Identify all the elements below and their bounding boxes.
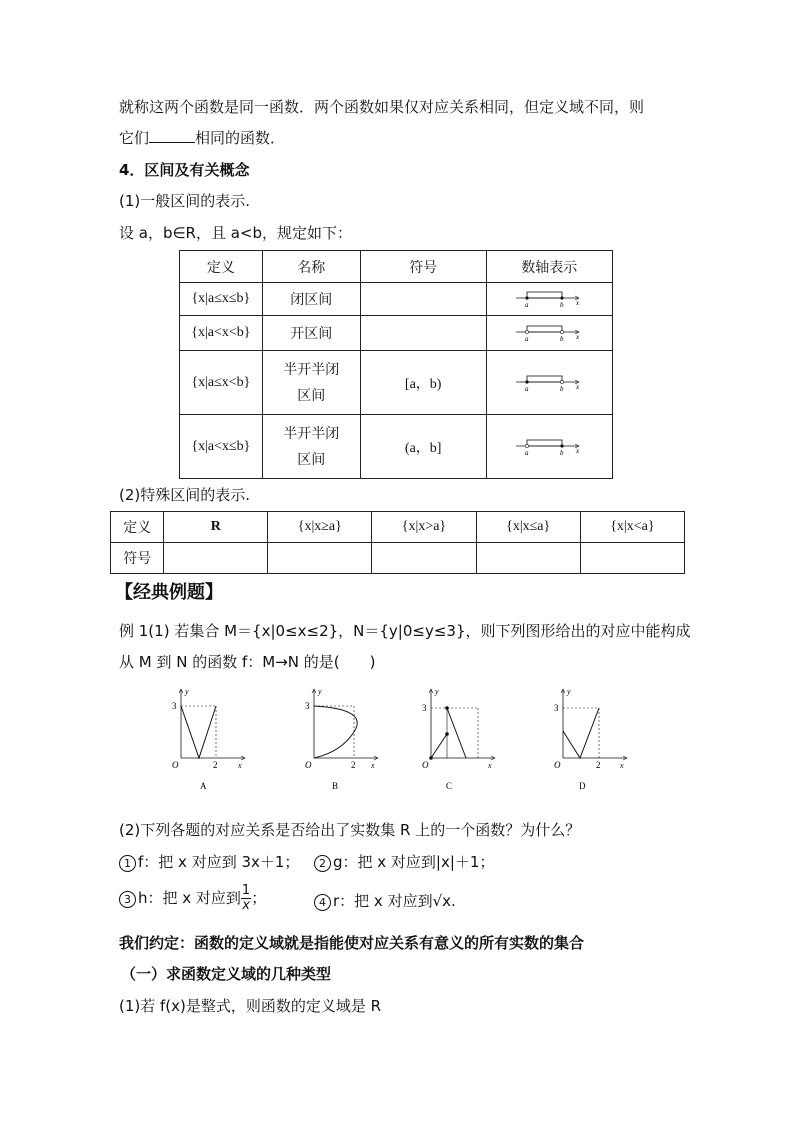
text-fragment: 相同的函数． <box>195 129 286 147</box>
table-header: 数轴表示 <box>486 251 612 283</box>
subsection-label: (1)一般区间的表示. <box>119 192 251 210</box>
graph-label: A <box>200 781 207 791</box>
mapping-item-3 <box>119 884 266 913</box>
special-interval-table <box>110 511 685 574</box>
table-cell <box>476 543 580 574</box>
origin-label: O <box>172 760 179 770</box>
examples-heading: 【经典例题】 <box>115 582 223 603</box>
table-header: 符号 <box>360 251 486 283</box>
axis-a-label: a <box>525 384 529 393</box>
table-cell <box>360 283 486 316</box>
x-tick-2: 2 <box>213 760 218 770</box>
x-axis-label: x <box>238 761 242 770</box>
axis-b-label: b <box>560 335 564 343</box>
row-label: 定义 <box>111 512 164 543</box>
y-axis-label: y <box>567 687 571 696</box>
graph-label: C <box>446 781 453 791</box>
fill-in-blank <box>149 128 195 143</box>
table-cell <box>262 415 360 479</box>
mapping-text: f：把 x 对应到 3x＋1； <box>138 853 300 871</box>
axis-a-label: a <box>525 448 529 457</box>
number-line-half-open-left <box>514 437 584 457</box>
axis-x-label: x <box>576 382 580 391</box>
intro-text: 设 a，b∈R，且 a<b，规定如下： <box>119 224 353 242</box>
axis-x-label: x <box>576 333 580 341</box>
table-cell: {x|a≤x≤b} <box>180 283 263 316</box>
table-cell: [a，b) <box>360 351 486 415</box>
table-cell <box>372 543 476 574</box>
interval-table <box>179 250 613 479</box>
table-cell: (a，b] <box>360 415 486 479</box>
graph-label: D <box>579 781 586 791</box>
subsection-title: （一）求函数定义域的几种类型 <box>121 965 332 983</box>
axis-x-label: x <box>576 446 580 455</box>
graph-c <box>416 686 501 794</box>
y-axis-label: y <box>318 687 322 696</box>
graph-d <box>548 686 633 794</box>
number-line-cell <box>486 415 612 479</box>
table-cell: {x|x<a} <box>580 512 684 543</box>
number-line-cell <box>486 316 612 351</box>
item-number: 2 <box>314 855 331 872</box>
y-axis-label: y <box>435 687 439 696</box>
number-line-half-open-right <box>514 373 584 393</box>
name-line: 半开半闭 <box>283 361 340 378</box>
mapping-text: r：把 x 对应到√x. <box>333 892 456 910</box>
item-number: 1 <box>119 855 136 872</box>
table-cell: {x|a<x<b} <box>180 316 263 351</box>
table-cell <box>360 316 486 351</box>
axis-b-label: b <box>560 448 564 457</box>
row-label: 符号 <box>111 543 164 574</box>
graph-a <box>166 686 251 794</box>
paragraph-line <box>119 127 285 148</box>
x-tick-2: 2 <box>351 760 356 770</box>
text-fragment: 它们 <box>119 129 150 147</box>
axis-a-label: a <box>525 301 529 309</box>
item-number: 4 <box>314 894 331 911</box>
table-cell: R <box>164 512 268 543</box>
paragraph-line: 就称这两个函数是同一函数．两个函数如果仅对应关系相同，但定义域不同，则 <box>119 98 645 116</box>
fraction-numerator: 1 <box>241 883 251 898</box>
table-cell: {x|a≤x<b} <box>180 351 263 415</box>
mapping-item-1 <box>119 851 299 872</box>
convention-statement: 我们约定：函数的定义域就是指能使对应关系有意义的所有实数的集合 <box>119 934 585 952</box>
name-line: 区间 <box>297 387 326 404</box>
name-line: 区间 <box>297 451 326 468</box>
graph-label: B <box>332 781 339 791</box>
fraction-denominator: x <box>242 898 250 913</box>
mapping-text: h：把 x 对应到 <box>138 889 241 907</box>
rule-line: (1)若 f(x)是整式，则函数的定义域是 R <box>119 997 382 1015</box>
table-cell <box>164 543 268 574</box>
x-tick-2: 2 <box>596 760 601 770</box>
table-cell: {x|x≥a} <box>268 512 372 543</box>
y-tick-3: 3 <box>172 701 177 711</box>
mapping-text: g：把 x 对应到|x|＋1； <box>333 853 495 871</box>
axis-b-label: b <box>560 301 564 309</box>
number-line-cell <box>486 351 612 415</box>
y-tick-3: 3 <box>305 701 310 711</box>
x-axis-label: x <box>620 761 624 770</box>
number-line-cell <box>486 283 612 316</box>
table-cell <box>268 543 372 574</box>
axis-a-label: a <box>525 335 529 343</box>
table-header: 定义 <box>180 251 263 283</box>
table-cell: 开区间 <box>262 316 360 351</box>
example-line: 例 1(1) 若集合 M＝{x|0≤x≤2}，N＝{y|0≤y≤3}，则下列图形给出的对应中能构成 <box>119 622 691 640</box>
y-axis-label: y <box>185 687 189 696</box>
graph-b <box>299 686 384 794</box>
fraction-one-over-x <box>241 884 251 913</box>
example-line: 从 M 到 N 的函数 f：M→N 的是( ) <box>119 653 376 671</box>
table-header: 名称 <box>262 251 360 283</box>
x-axis-label: x <box>371 761 375 770</box>
number-line-open <box>514 323 584 343</box>
table-cell: 闭区间 <box>262 283 360 316</box>
example-line: (2)下列各题的对应关系是否给出了实数集 R 上的一个函数？为什么？ <box>119 821 581 839</box>
number-line-closed <box>514 289 584 309</box>
subsection-label: (2)特殊区间的表示. <box>119 486 251 504</box>
axis-x-label: x <box>576 299 580 307</box>
axis-b-label: b <box>560 384 564 393</box>
y-tick-3: 3 <box>554 703 559 713</box>
origin-label: O <box>305 760 312 770</box>
table-cell <box>262 351 360 415</box>
name-line: 半开半闭 <box>283 425 340 442</box>
table-cell: {x|a<x≤b} <box>180 415 263 479</box>
y-tick-3: 3 <box>422 703 427 713</box>
section-title: 4．区间及有关概念 <box>119 161 250 179</box>
table-cell: {x|x>a} <box>372 512 476 543</box>
mapping-item-2 <box>314 851 494 872</box>
origin-label: O <box>422 760 429 770</box>
x-axis-label: x <box>488 761 492 770</box>
origin-label: O <box>554 760 561 770</box>
table-cell: {x|x≤a} <box>476 512 580 543</box>
table-cell <box>580 543 684 574</box>
mapping-text-end: ； <box>251 889 267 907</box>
item-number: 3 <box>119 891 136 908</box>
mapping-item-4 <box>314 890 456 911</box>
